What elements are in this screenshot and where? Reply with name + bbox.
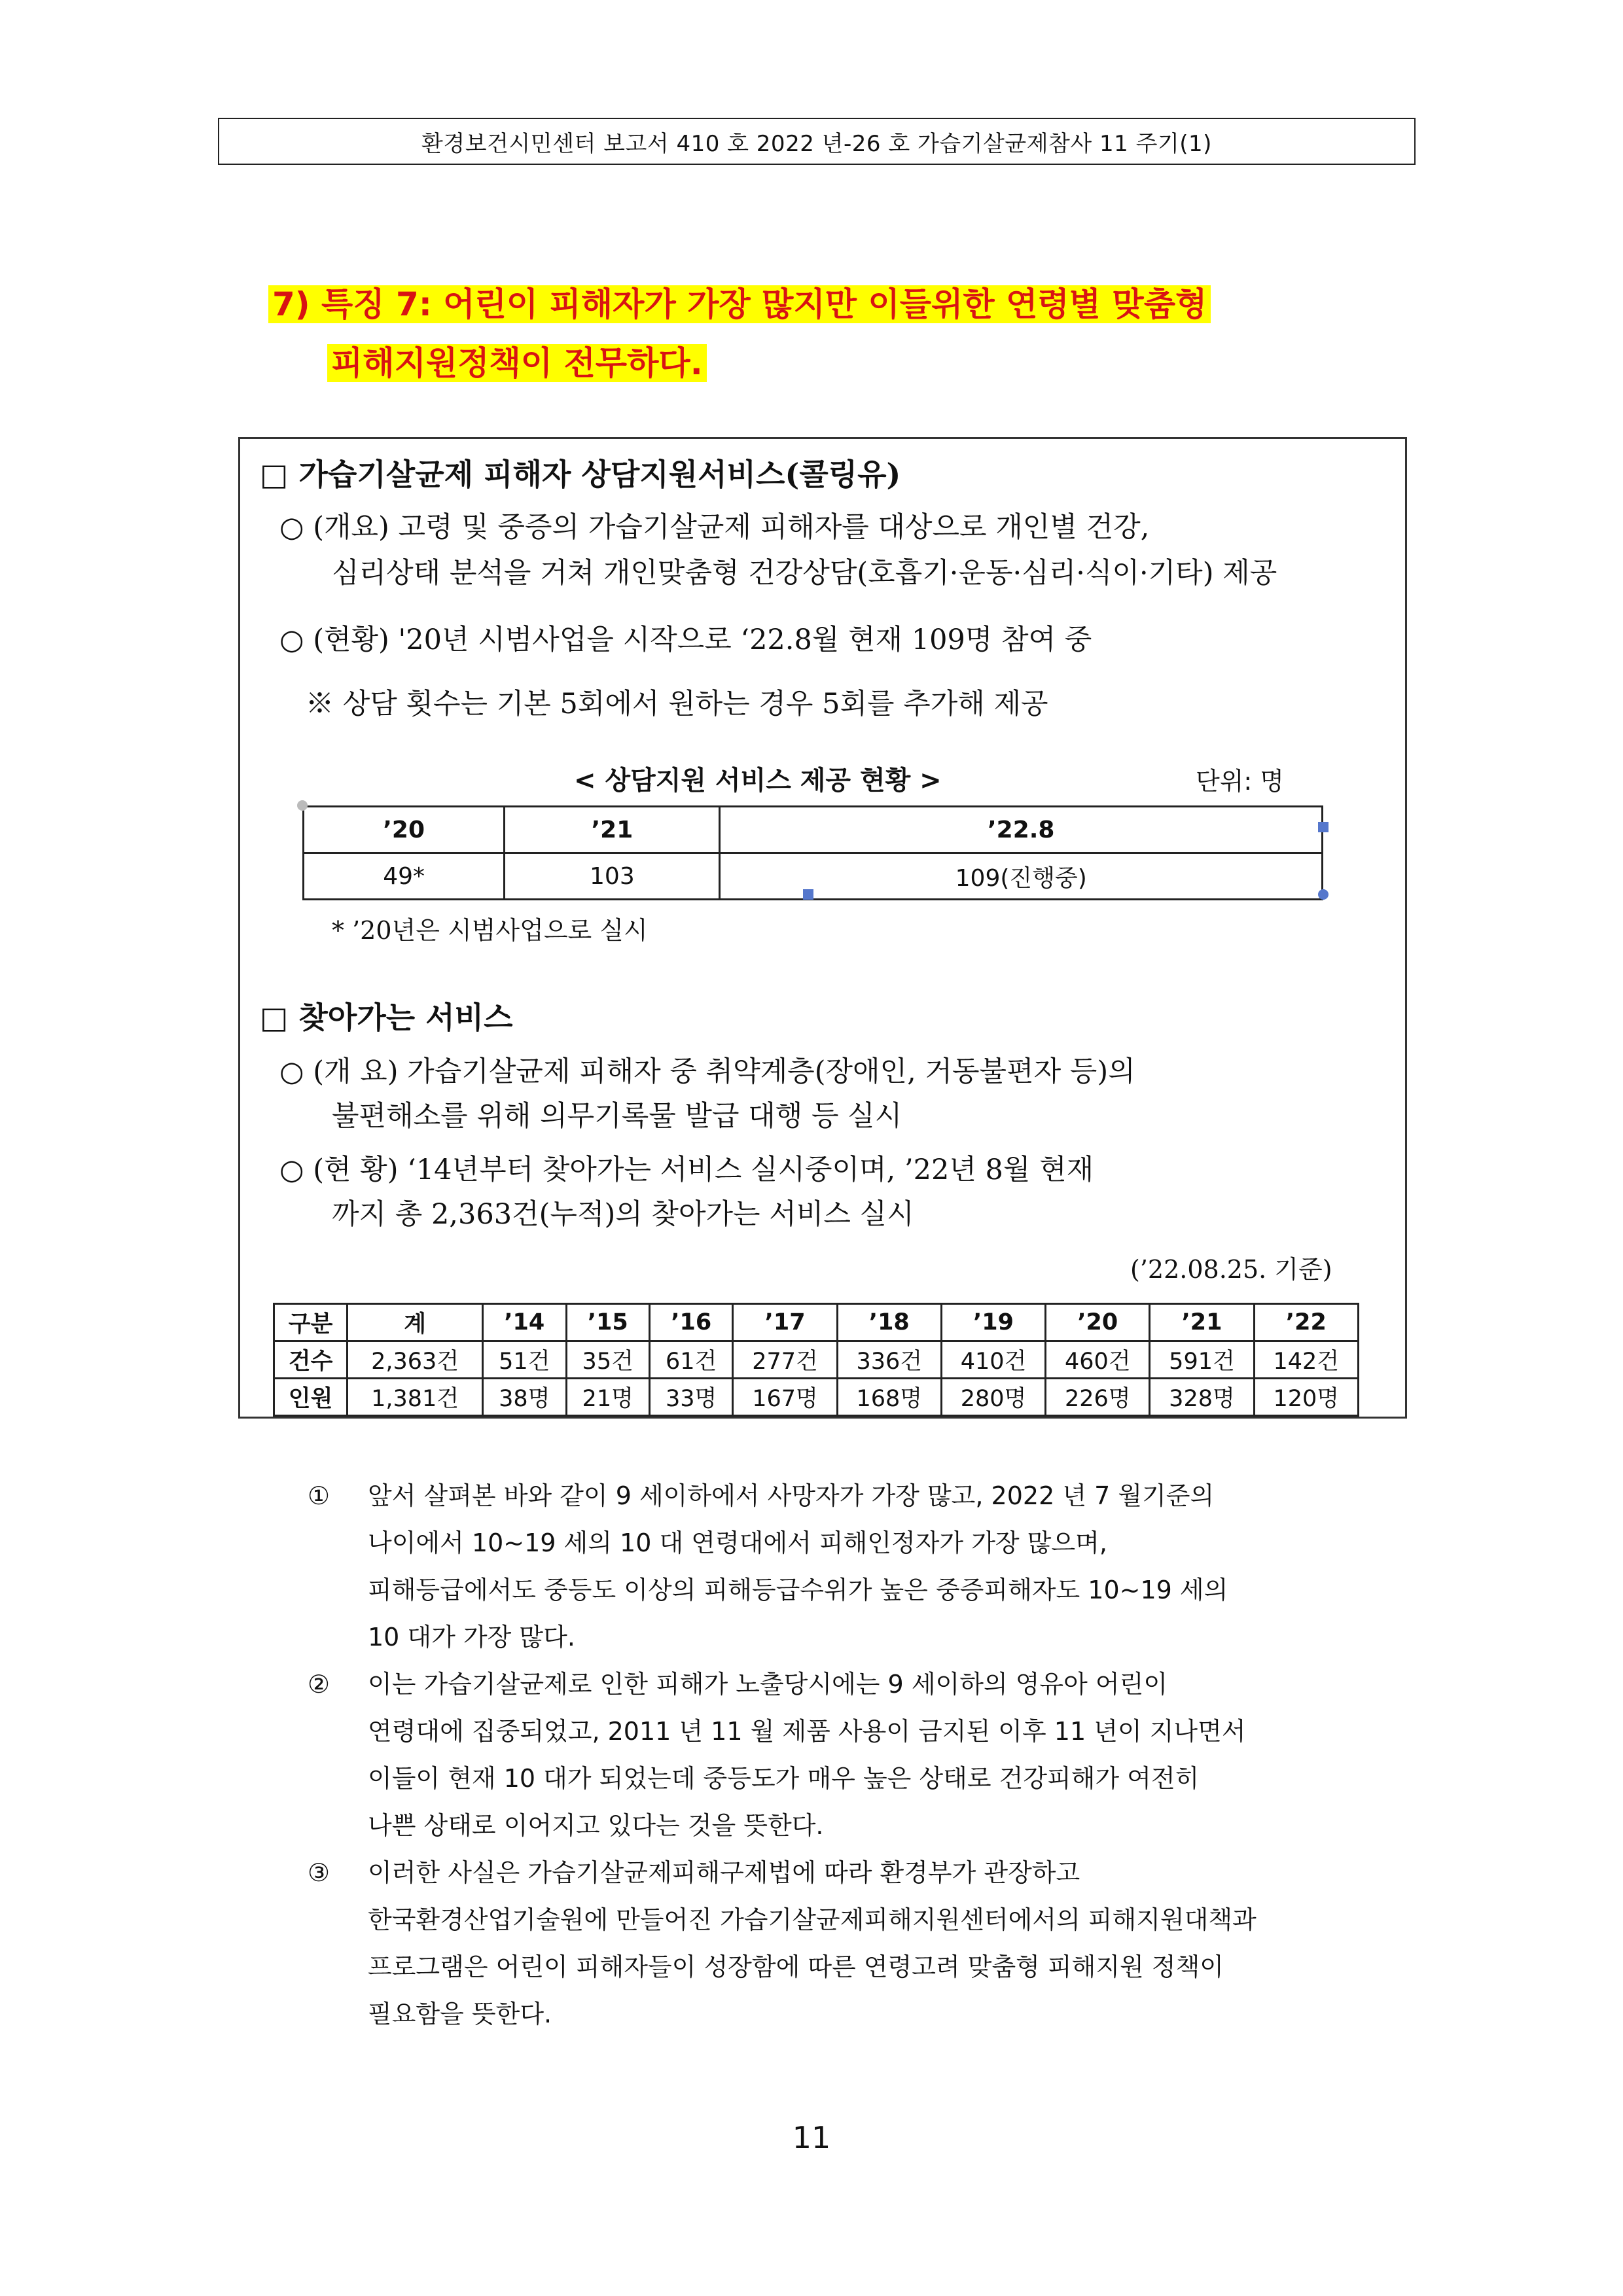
section2-para1-line1: ○ (개 요) 가습기살균제 피해자 중 취약계층(장애인, 거동불편자 등)의 <box>279 1055 1135 1088</box>
table1-unit: 단위: 명 <box>1196 767 1285 796</box>
item-text: 앞서 살펴본 바와 같이 9 세이하에서 사망자가 가장 많고, 2022 년 7 월기준의 나이에서 10~19 세의 10 대 연령대에서 피해인정자가 가장 많으며, 피해등급에서도 중등도 이상의 피해등급수위가 높은 중증피해자도 10~19 세의 10 대가 가장 많다. <box>368 1481 1228 1651</box>
counseling-service-table <box>302 805 1323 900</box>
table2-header: ’19 <box>941 1304 1045 1341</box>
resize-handle[interactable] <box>803 889 813 900</box>
table2-cell: 277건 <box>733 1341 837 1379</box>
table2-cell: 460건 <box>1046 1341 1150 1379</box>
table2-cell: 2,363건 <box>348 1341 483 1379</box>
report-header: 환경보건시민센터 보고서 410 호 2022 년-26 호 가습기살균제참사 11 주기(1) <box>218 118 1416 165</box>
table-row <box>274 1379 1359 1416</box>
table2-header: ’16 <box>649 1304 732 1341</box>
list-item <box>308 1472 1407 1661</box>
table2-cell: 61건 <box>649 1341 732 1379</box>
table2-cell: 33명 <box>649 1379 732 1416</box>
resize-handle[interactable] <box>1318 889 1329 900</box>
table2-cell: 168명 <box>837 1379 941 1416</box>
table2-header: ’20 <box>1046 1304 1150 1341</box>
table2-date: (’22.08.25. 기준) <box>1130 1255 1332 1284</box>
page-number: 11 <box>792 2120 831 2155</box>
section2-para1-line2: 불편해소를 위해 의무기록물 발급 대행 등 실시 <box>332 1100 902 1133</box>
table2-cell: 328명 <box>1150 1379 1254 1416</box>
table2-cell: 38명 <box>483 1379 566 1416</box>
item-text: 이는 가습기살균제로 인한 피해가 노출당시에는 9 세이하의 영유아 어린이 연령대에 집중되었고, 2011 년 11 월 제품 사용이 금지된 이후 11 년이 지나면서 이들이 현재 10 대가 되었는데 중등도가 매우 높은 상태로 건강피해가 여전히 나쁜 상태로 이어지고 있다는 것을 뜻한다. <box>368 1670 1246 1840</box>
table2-cell: 167명 <box>733 1379 837 1416</box>
heading-line-2: 피해지원정책이 전무하다. <box>327 344 707 382</box>
table2-header: 구분 <box>274 1304 348 1341</box>
heading-line-1: 7) 특징 7: 어린이 피해자가 가장 많지만 이들위한 연령별 맞춤형 <box>268 285 1211 323</box>
item-text: 이러한 사실은 가습기살균제피해구제법에 따라 환경부가 관장하고 한국환경산업기술원에 만들어진 가습기살균제피해지원센터에서의 피해지원대책과 프로그램은 어린이 피해자들이 성장함에 따른 연령고려 맞춤형 피해지원 정책이 필요함을 뜻한다. <box>368 1858 1257 2028</box>
table2-header: 계 <box>348 1304 483 1341</box>
list-item <box>308 1661 1407 1849</box>
table-row <box>274 1341 1359 1379</box>
list-item <box>308 1849 1407 2038</box>
table2-header: ’21 <box>1150 1304 1254 1341</box>
table2-header: ’22 <box>1254 1304 1358 1341</box>
table2-header: ’15 <box>566 1304 649 1341</box>
item-number: ② <box>308 1670 330 1699</box>
table2-header: ’18 <box>837 1304 941 1341</box>
section-heading <box>268 275 1211 393</box>
table2-header: ’17 <box>733 1304 837 1341</box>
table2-cell: 51건 <box>483 1341 566 1379</box>
table1-cell: 103 <box>505 853 720 900</box>
table2-cell: 336건 <box>837 1341 941 1379</box>
embedded-figure <box>238 437 1407 1419</box>
table2-cell: 142건 <box>1254 1341 1358 1379</box>
table2-cell: 591건 <box>1150 1341 1254 1379</box>
item-number: ③ <box>308 1858 330 1887</box>
section2-para2-line1: ○ (현 황) ‘14년부터 찾아가는 서비스 실시중이며, ’22년 8월 현재 <box>279 1154 1094 1186</box>
table2-cell: 280명 <box>941 1379 1045 1416</box>
section2-para2-line2: 까지 총 2,363건(누적)의 찾아가는 서비스 실시 <box>332 1198 914 1231</box>
table2-cell: 21명 <box>566 1379 649 1416</box>
section1-note: ※ 상담 횟수는 기본 5회에서 원하는 경우 5회를 추가해 제공 <box>306 688 1048 720</box>
table2-cell: 226명 <box>1046 1379 1150 1416</box>
table1-header: ’20 <box>304 807 505 853</box>
table2-row-label: 건수 <box>274 1341 348 1379</box>
visiting-service-table <box>273 1303 1359 1417</box>
table1-caption: < 상담지원 서비스 제공 현황 > <box>574 766 942 796</box>
item-number: ① <box>308 1481 330 1510</box>
table1-note: * ’20년은 시범사업으로 실시 <box>332 916 648 945</box>
table1-cell: 49* <box>304 853 505 900</box>
table1-header: ’21 <box>505 807 720 853</box>
table2-row-label: 인원 <box>274 1379 348 1416</box>
table1-header: ’22.8 <box>720 807 1323 853</box>
table2-cell: 1,381건 <box>348 1379 483 1416</box>
table2-cell: 410건 <box>941 1341 1045 1379</box>
section1-title: □ 가습기살균제 피해자 상담지원서비스(콜링유) <box>260 457 901 492</box>
table2-cell: 35건 <box>566 1341 649 1379</box>
section2-title: □ 찾아가는 서비스 <box>260 1000 513 1035</box>
table2-cell: 120명 <box>1254 1379 1358 1416</box>
table1-cell: 109(진행중) <box>720 853 1323 900</box>
section1-para1-line2: 심리상태 분석을 거쳐 개인맞춤형 건강상담(호흡기·운동·심리·식이·기타) 제공 <box>332 557 1277 590</box>
section1-para1-line1: ○ (개요) 고령 및 중증의 가습기살균제 피해자를 대상으로 개인별 건강, <box>279 511 1150 544</box>
body-list <box>308 1472 1407 2038</box>
resize-handle[interactable] <box>297 800 308 811</box>
table2-header: ’14 <box>483 1304 566 1341</box>
section1-para2: ○ (현황) '20년 시범사업을 시작으로 ‘22.8월 현재 109명 참여 중 <box>279 624 1092 656</box>
resize-handle[interactable] <box>1318 822 1329 832</box>
